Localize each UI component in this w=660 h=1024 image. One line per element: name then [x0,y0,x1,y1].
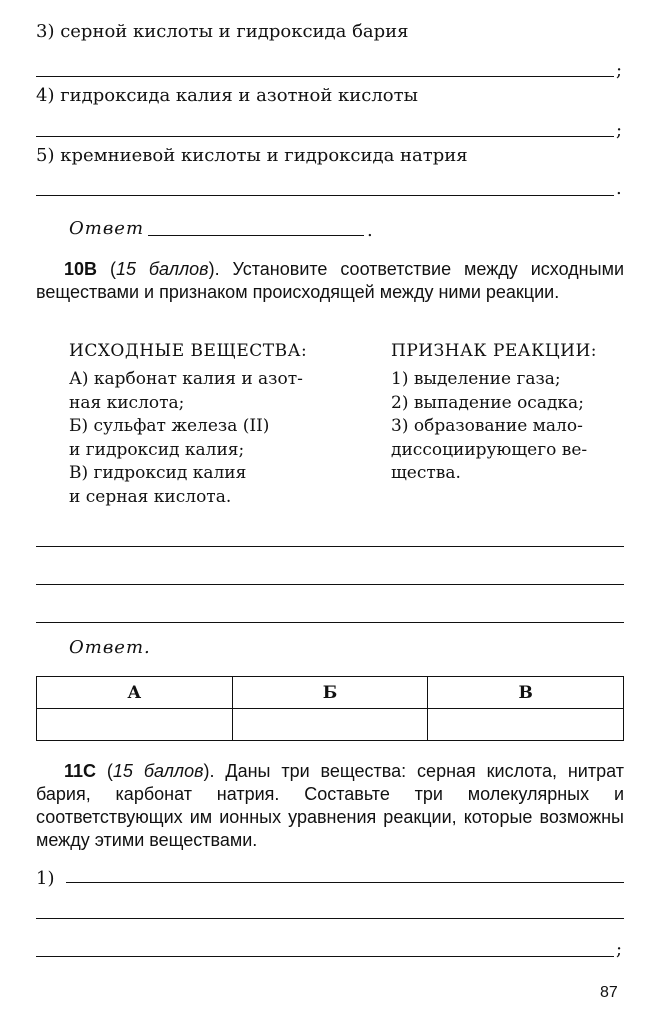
task-11-body: Даны три вещества: серная кислота, нитрат бария, карбонат натрия. Составьте три молекулярных и соответствующих им ионных уравнения реакции, которые возможны между этими веществами. [36,761,624,850]
answer-line [36,622,624,623]
answer-line [66,882,624,883]
answer-table [36,676,624,741]
answer-line [36,136,614,137]
list-item: 3) образование мало- [391,416,583,436]
list-item: 1) выделение газа; [391,369,561,389]
table-cell [232,709,428,741]
answer-line [36,546,624,547]
answer-line [36,76,614,77]
line-end-punct: . [616,178,622,199]
table-header-b: Б [232,677,428,709]
item-5-text: 5) кремниевой кислоты и гидроксида натрия [36,145,468,166]
task-10-text: 10В (15 баллов). Установите соответствие между исходными веществами и признаком происходящей между ними реакции. [36,259,624,302]
answer-label: Ответ. [69,637,151,658]
line-end-punct: . [367,220,373,241]
item-4-text: 4) гидроксида калия и азотной кислоты [36,85,418,106]
list-item: и серная кислота. [69,486,232,507]
task-10-points: 15 баллов [115,259,209,279]
list-item: диссоциирующего ве- [391,439,588,460]
page-number: 87 [600,984,618,1001]
table-header-a: А [37,677,233,709]
right-column-header: ПРИЗНАК РЕАКЦИИ: [391,341,598,361]
table-cell [428,709,624,741]
item-11-1-label: 1) [36,868,55,889]
answer-line [36,956,614,957]
list-item: ная кислота; [69,392,185,413]
task-10-body: Установите соответствие между исходными веществами и признаком происходящей между ними реакции. [36,259,624,302]
task-11-points: 15 баллов [112,761,204,781]
left-column-list [69,368,303,509]
list-item: и гидроксид калия; [69,439,245,460]
line-end-punct: ; [616,939,623,960]
right-column-list [391,368,587,486]
table-cell [37,709,233,741]
answer-line [36,195,614,196]
list-item: Б) сульфат железа (II) [69,416,270,436]
task-11-text: 11С (15 баллов). Даны три вещества: серная кислота, нитрат бария, карбонат натрия. Составьте три молекулярных и соответствующих им ионных уравнения реакции, которые возможны между этими веществами. [36,761,624,850]
task-11-number: 11С [64,761,97,781]
answer-line [36,584,624,585]
list-item: щества. [391,463,461,483]
answer-line [148,235,364,236]
line-end-punct: ; [616,120,623,141]
answer-line [36,918,624,919]
list-item: А) карбонат калия и азот- [69,369,303,389]
line-end-punct: ; [616,60,623,81]
list-item: 2) выпадение осадка; [391,392,584,413]
item-3-text: 3) серной кислоты и гидроксида бария [36,21,409,42]
left-column-header: ИСХОДНЫЕ ВЕЩЕСТВА: [69,341,308,361]
table-header-v: В [428,677,624,709]
answer-label: Ответ [69,218,145,239]
list-item: В) гидроксид калия [69,463,247,483]
task-10-number: 10В [64,259,98,279]
